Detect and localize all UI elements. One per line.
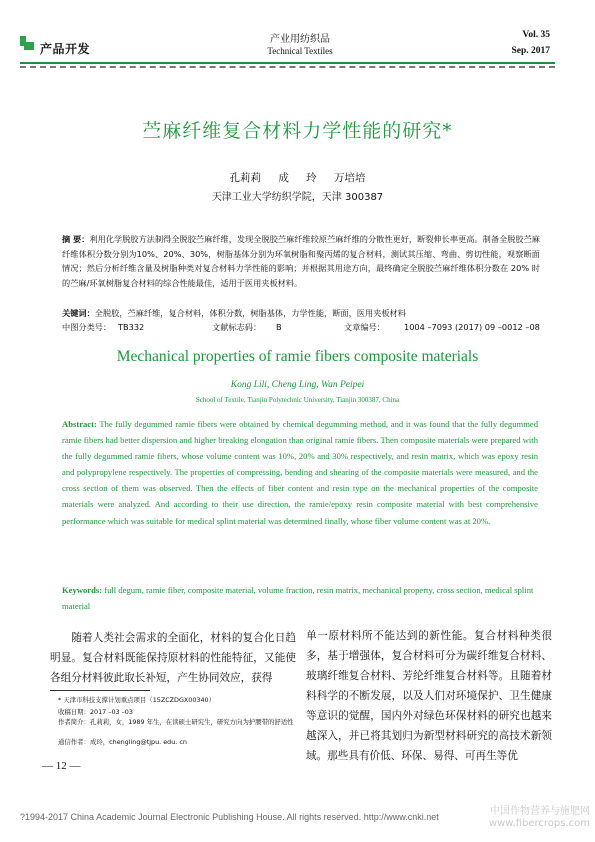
keywords-en-label: Keywords: bbox=[62, 585, 103, 595]
abstract-cn-text: 利用化学脱胶方法制得全脱胶苎麻纤维，发现全脱胶苎麻纤维较原苎麻纤维的分散性更好，断裂伸长率更高。制备全脱胶苎麻纤维体积分数分别为10%、20%、30%，树脂基体分别为环氧树脂和聚丙烯的复合材料，测试其压缩、弯曲、剪切性能，观察断面情况；然后分析纤维含量及树脂种类对复合材料力学性能的影响；并根据其用途方向，最终确定全脱胶苎麻纤维体积分数在 20% 时的苎麻/环氧树脂复合材料的综合性能最佳，适用于医用夹板材料。 bbox=[62, 234, 540, 288]
article-no-value: 1004 –7093 (2017) 09 –0012 –08 bbox=[404, 322, 540, 332]
header-dashed-rule bbox=[20, 66, 555, 68]
journal-name-cn: 产业用纺织品 bbox=[270, 34, 330, 45]
watermark-line-1: 中国作物营养与施肥网 bbox=[490, 806, 590, 817]
abstract-cn-label: 摘 要： bbox=[62, 234, 90, 244]
section-label: 产品开发 bbox=[40, 42, 91, 56]
watermark-line-2: www.fibercrops.com bbox=[488, 818, 590, 829]
doc-code-label: 文献标志码： bbox=[212, 322, 262, 332]
keywords-en bbox=[62, 582, 538, 614]
abstract-cn bbox=[62, 232, 540, 290]
body-text-right: 单一原材料所不能达到的新性能。复合材料种类很多，基于增强体，复合材料可分为碳纤维复合材料、玻璃纤维复合材料、芳纶纤维复合材料等。且随着材料科学的不断发展，以及人们对环境保护、卫生健康等意识的觉醒，国内外对绿色环保材料的研究也越来越深入，并已将其划归为新型材料研究的高技术新领域。那些具有价低、环保、易得、可再生等优 bbox=[306, 630, 552, 762]
copyright-footer: ?1994-2017 China Academic Journal Electronic Publishing House. All rights reserved. http://www.cnki.net bbox=[20, 812, 439, 822]
doc-code-value: B bbox=[276, 322, 282, 332]
abstract-en-text: The fully degummed ramie fibers were obtained by chemical degumming method, and it was found that the fully degummed ramie fibers had better dispersion and higher breaking elongation than original ramie fibers. Then composite materials were prepared with the fully degummed ramie fibers, whose volume content was 10%, 20% and 30% respectively, and resin matrix, which was epoxy resin and polypropylene respectively. The properties of compressing, bending and shearing of the composite materials were measured, and the cross section of them was observed. Then the effects of fiber content and resin type on the mechanical properties of the composite materials were analyzed. And according to their use direction, the ramie/epoxy resin composite material with best comprehensive performance which was suitable for medical splint material was determined finally, whose fiber volume content was at 20%. bbox=[62, 419, 538, 526]
classification-row bbox=[62, 322, 540, 336]
footnote-rule bbox=[50, 690, 150, 691]
footnote-corresponding: 通信作者：成玲，chengling@tjpu. edu. cn bbox=[58, 738, 187, 746]
journal-name-en: Technical Textiles bbox=[267, 46, 333, 56]
paper-title-en: Mechanical properties of ramie fibers composite materials bbox=[116, 348, 479, 365]
watermark bbox=[440, 806, 590, 830]
body-text-left: 随着人类社会需求的全面化，材料的复合化日趋明显。复合材料既能保持原材料的性能特征，又能使各组分材料彼此取长补短，产生协同效应，获得 bbox=[50, 632, 296, 684]
issue-date: Sep. 2017 bbox=[511, 46, 550, 56]
article-no-label: 文章编号： bbox=[344, 322, 385, 332]
footnote-received: 收稿日期：2017 –03 –03 bbox=[58, 708, 133, 716]
keywords-en-text: full degum, ramie fiber, composite material, volume fraction, resin matrix, mechanical property, cross section, medical splint material bbox=[62, 585, 534, 612]
footnote-fund: * 天津市科技支撑计划重点项目（15ZCZDGX00340） bbox=[58, 696, 216, 704]
abstract-en-label: Abstract: bbox=[62, 419, 97, 429]
clc-label: 中图分类号： bbox=[62, 322, 112, 332]
footnote-author: 作者简介：孔莉莉，女，1989 年生，在读硕士研究生，研究方向为护腰带的舒适性 bbox=[58, 718, 294, 726]
section-logo-icon bbox=[20, 36, 34, 50]
volume: Vol. 35 bbox=[522, 30, 550, 40]
authors-en: Kong Lili, Cheng Ling, Wan Peipei bbox=[230, 380, 365, 390]
paper-title-cn: 苎麻纤维复合材料力学性能的研究* bbox=[142, 120, 453, 142]
clc-value: TB332 bbox=[118, 322, 145, 332]
affiliation-en: School of Textile, Tianjin Polytechnic University, Tianjin 300387, China bbox=[195, 396, 400, 404]
affiliation-cn: 天津工业大学纺织学院，天津 300387 bbox=[211, 192, 384, 203]
keywords-cn-label: 关键词： bbox=[62, 308, 95, 318]
keywords-cn-text: 全脱胶，苎麻纤维，复合材料，体积分数，树脂基体，力学性能，断面，医用夹板材料 bbox=[94, 308, 406, 318]
page-number: — 12 — bbox=[42, 760, 81, 772]
header-rule bbox=[20, 62, 555, 64]
keywords-cn bbox=[62, 306, 540, 320]
authors-cn: 孔莉莉 成 玲 万培培 bbox=[229, 172, 366, 184]
abstract-en bbox=[62, 416, 538, 529]
